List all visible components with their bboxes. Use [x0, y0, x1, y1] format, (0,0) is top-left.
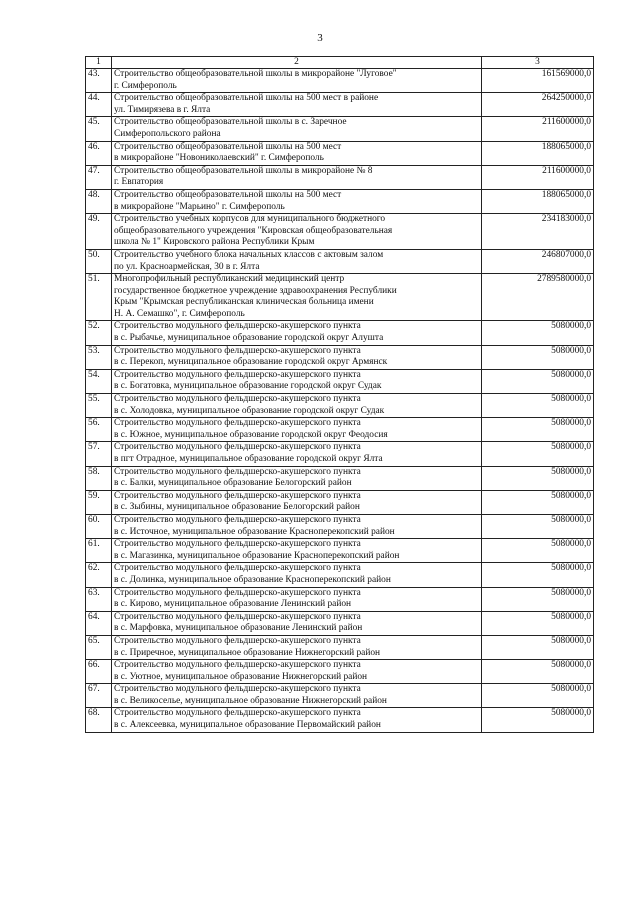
row-description: Строительство общеобразовательной школы на 500 мест в микрорайоне "Марьино" г. Симферополь [112, 189, 482, 213]
row-number: 50. [86, 249, 112, 273]
row-amount: 5080000,0 [482, 442, 594, 466]
row-number: 63. [86, 587, 112, 611]
row-number: 57. [86, 442, 112, 466]
row-description: Строительство модульного фельдшерско-акушерского пункта в с. Рыбачье, муниципальное образование городской округ Алушта [112, 321, 482, 345]
row-description: Строительство модульного фельдшерско-акушерского пункта в с. Великоселье, муниципальное образование Нижнегорский район [112, 684, 482, 708]
column-header-description: 2 [112, 57, 482, 69]
row-amount: 211600000,0 [482, 117, 594, 141]
row-description: Строительство общеобразовательной школы в микрорайоне "Луговое" г. Симферополь [112, 69, 482, 93]
row-amount: 5080000,0 [482, 490, 594, 514]
table-row [86, 635, 594, 659]
table-row [86, 514, 594, 538]
row-amount: 234183000,0 [482, 214, 594, 250]
row-description: Строительство модульного фельдшерско-акушерского пункта в с. Перекоп, муниципальное образование городской округ Армянск [112, 345, 482, 369]
table-row [86, 345, 594, 369]
table-row [86, 442, 594, 466]
table-row [86, 587, 594, 611]
row-number: 68. [86, 708, 112, 732]
row-amount: 5080000,0 [482, 563, 594, 587]
row-amount: 264250000,0 [482, 93, 594, 117]
row-description: Строительство общеобразовательной школы в с. Заречное Симферопольского района [112, 117, 482, 141]
row-amount: 5080000,0 [482, 369, 594, 393]
row-number: 67. [86, 684, 112, 708]
row-number: 58. [86, 466, 112, 490]
row-description: Строительство модульного фельдшерско-акушерского пункта в с. Холодовка, муниципальное образование городской округ Судак [112, 394, 482, 418]
row-number: 66. [86, 660, 112, 684]
row-amount: 5080000,0 [482, 611, 594, 635]
table-row [86, 93, 594, 117]
table-row [86, 684, 594, 708]
column-header-number: 1 [86, 57, 112, 69]
row-number: 65. [86, 635, 112, 659]
row-number: 59. [86, 490, 112, 514]
table-row [86, 539, 594, 563]
row-description: Строительство модульного фельдшерско-акушерского пункта в пгт Отрадное, муниципальное образование городской округ Ялта [112, 442, 482, 466]
row-description: Строительство учебного блока начальных классов с актовым залом по ул. Красноармейская, 30 в г. Ялта [112, 249, 482, 273]
row-amount: 5080000,0 [482, 539, 594, 563]
column-header-amount: 3 [482, 57, 594, 69]
table-row [86, 466, 594, 490]
table-row [86, 394, 594, 418]
row-number: 55. [86, 394, 112, 418]
table-row [86, 69, 594, 93]
table-row [86, 563, 594, 587]
row-description: Строительство модульного фельдшерско-акушерского пункта в с. Марфовка, муниципальное образование Ленинский район [112, 611, 482, 635]
row-number: 47. [86, 165, 112, 189]
row-description: Строительство общеобразовательной школы в микрорайоне № 8 г. Евпатория [112, 165, 482, 189]
row-description: Строительство модульного фельдшерско-акушерского пункта в с. Источное, муниципальное образование Красноперекопский район [112, 514, 482, 538]
row-number: 48. [86, 189, 112, 213]
table-row [86, 321, 594, 345]
row-number: 44. [86, 93, 112, 117]
page-number: 3 [317, 32, 323, 44]
row-amount: 161569000,0 [482, 69, 594, 93]
row-amount: 5080000,0 [482, 684, 594, 708]
row-amount: 5080000,0 [482, 587, 594, 611]
row-description: Строительство модульного фельдшерско-акушерского пункта в с. Южное, муниципальное образование городской округ Феодосия [112, 418, 482, 442]
row-number: 49. [86, 214, 112, 250]
row-description: Строительство модульного фельдшерско-акушерского пункта в с. Зыбины, муниципальное образование Белогорский район [112, 490, 482, 514]
row-number: 64. [86, 611, 112, 635]
row-description: Строительство учебных корпусов для муниципального бюджетного общеобразовательного учреждения "Кировская общеобразовательная школа № 1" Кировского района Республики Крым [112, 214, 482, 250]
row-number: 45. [86, 117, 112, 141]
row-description: Строительство модульного фельдшерско-акушерского пункта в с. Кирово, муниципальное образование Ленинский район [112, 587, 482, 611]
row-amount: 188065000,0 [482, 189, 594, 213]
row-amount: 5080000,0 [482, 394, 594, 418]
row-amount: 2789580000,0 [482, 274, 594, 321]
row-description: Многопрофильный республиканский медицинский центр государственное бюджетное учреждение здравоохранения Республики Крым "Крымская республиканская клиническая больница имени Н. А. Семашко", г. Симферополь [112, 274, 482, 321]
row-description: Строительство модульного фельдшерско-акушерского пункта в с. Балки, муниципальное образование Белогорский район [112, 466, 482, 490]
table-row [86, 189, 594, 213]
row-description: Строительство общеобразовательной школы на 500 мест в микрорайоне "Новониколаевский" г. Симферополь [112, 141, 482, 165]
row-description: Строительство модульного фельдшерско-акушерского пункта в с. Богатовка, муниципальное образование городской округ Судак [112, 369, 482, 393]
table-row [86, 141, 594, 165]
row-amount: 5080000,0 [482, 635, 594, 659]
table-row [86, 369, 594, 393]
objects-table [85, 56, 594, 733]
table-row [86, 418, 594, 442]
row-description: Строительство модульного фельдшерско-акушерского пункта в с. Приречное, муниципальное образование Нижнегорский район [112, 635, 482, 659]
row-description: Строительство модульного фельдшерско-акушерского пункта в с. Алексеевка, муниципальное образование Первомайский район [112, 708, 482, 732]
row-amount: 5080000,0 [482, 321, 594, 345]
table-body [86, 57, 594, 733]
row-amount: 5080000,0 [482, 466, 594, 490]
table-row [86, 249, 594, 273]
row-number: 62. [86, 563, 112, 587]
table-row [86, 490, 594, 514]
row-description: Строительство модульного фельдшерско-акушерского пункта в с. Магазинка, муниципальное образование Красноперекопский район [112, 539, 482, 563]
row-number: 60. [86, 514, 112, 538]
row-number: 46. [86, 141, 112, 165]
row-amount: 246807000,0 [482, 249, 594, 273]
table-row [86, 165, 594, 189]
row-number: 51. [86, 274, 112, 321]
row-amount: 5080000,0 [482, 708, 594, 732]
row-description: Строительство модульного фельдшерско-акушерского пункта в с. Уютное, муниципальное образование Нижнегорский район [112, 660, 482, 684]
row-amount: 5080000,0 [482, 345, 594, 369]
table-header-row [86, 57, 594, 69]
row-amount: 211600000,0 [482, 165, 594, 189]
table-row [86, 117, 594, 141]
table-row [86, 214, 594, 250]
table-row [86, 660, 594, 684]
row-description: Строительство общеобразовательной школы на 500 мест в районе ул. Тимирязева в г. Ялта [112, 93, 482, 117]
row-description: Строительство модульного фельдшерско-акушерского пункта в с. Долинка, муниципальное образование Красноперекопский район [112, 563, 482, 587]
table-row [86, 274, 594, 321]
row-number: 53. [86, 345, 112, 369]
row-number: 56. [86, 418, 112, 442]
row-amount: 5080000,0 [482, 660, 594, 684]
row-number: 52. [86, 321, 112, 345]
table-row [86, 611, 594, 635]
row-number: 43. [86, 69, 112, 93]
row-amount: 5080000,0 [482, 418, 594, 442]
row-number: 54. [86, 369, 112, 393]
row-amount: 5080000,0 [482, 514, 594, 538]
row-amount: 188065000,0 [482, 141, 594, 165]
row-number: 61. [86, 539, 112, 563]
table-row [86, 708, 594, 732]
